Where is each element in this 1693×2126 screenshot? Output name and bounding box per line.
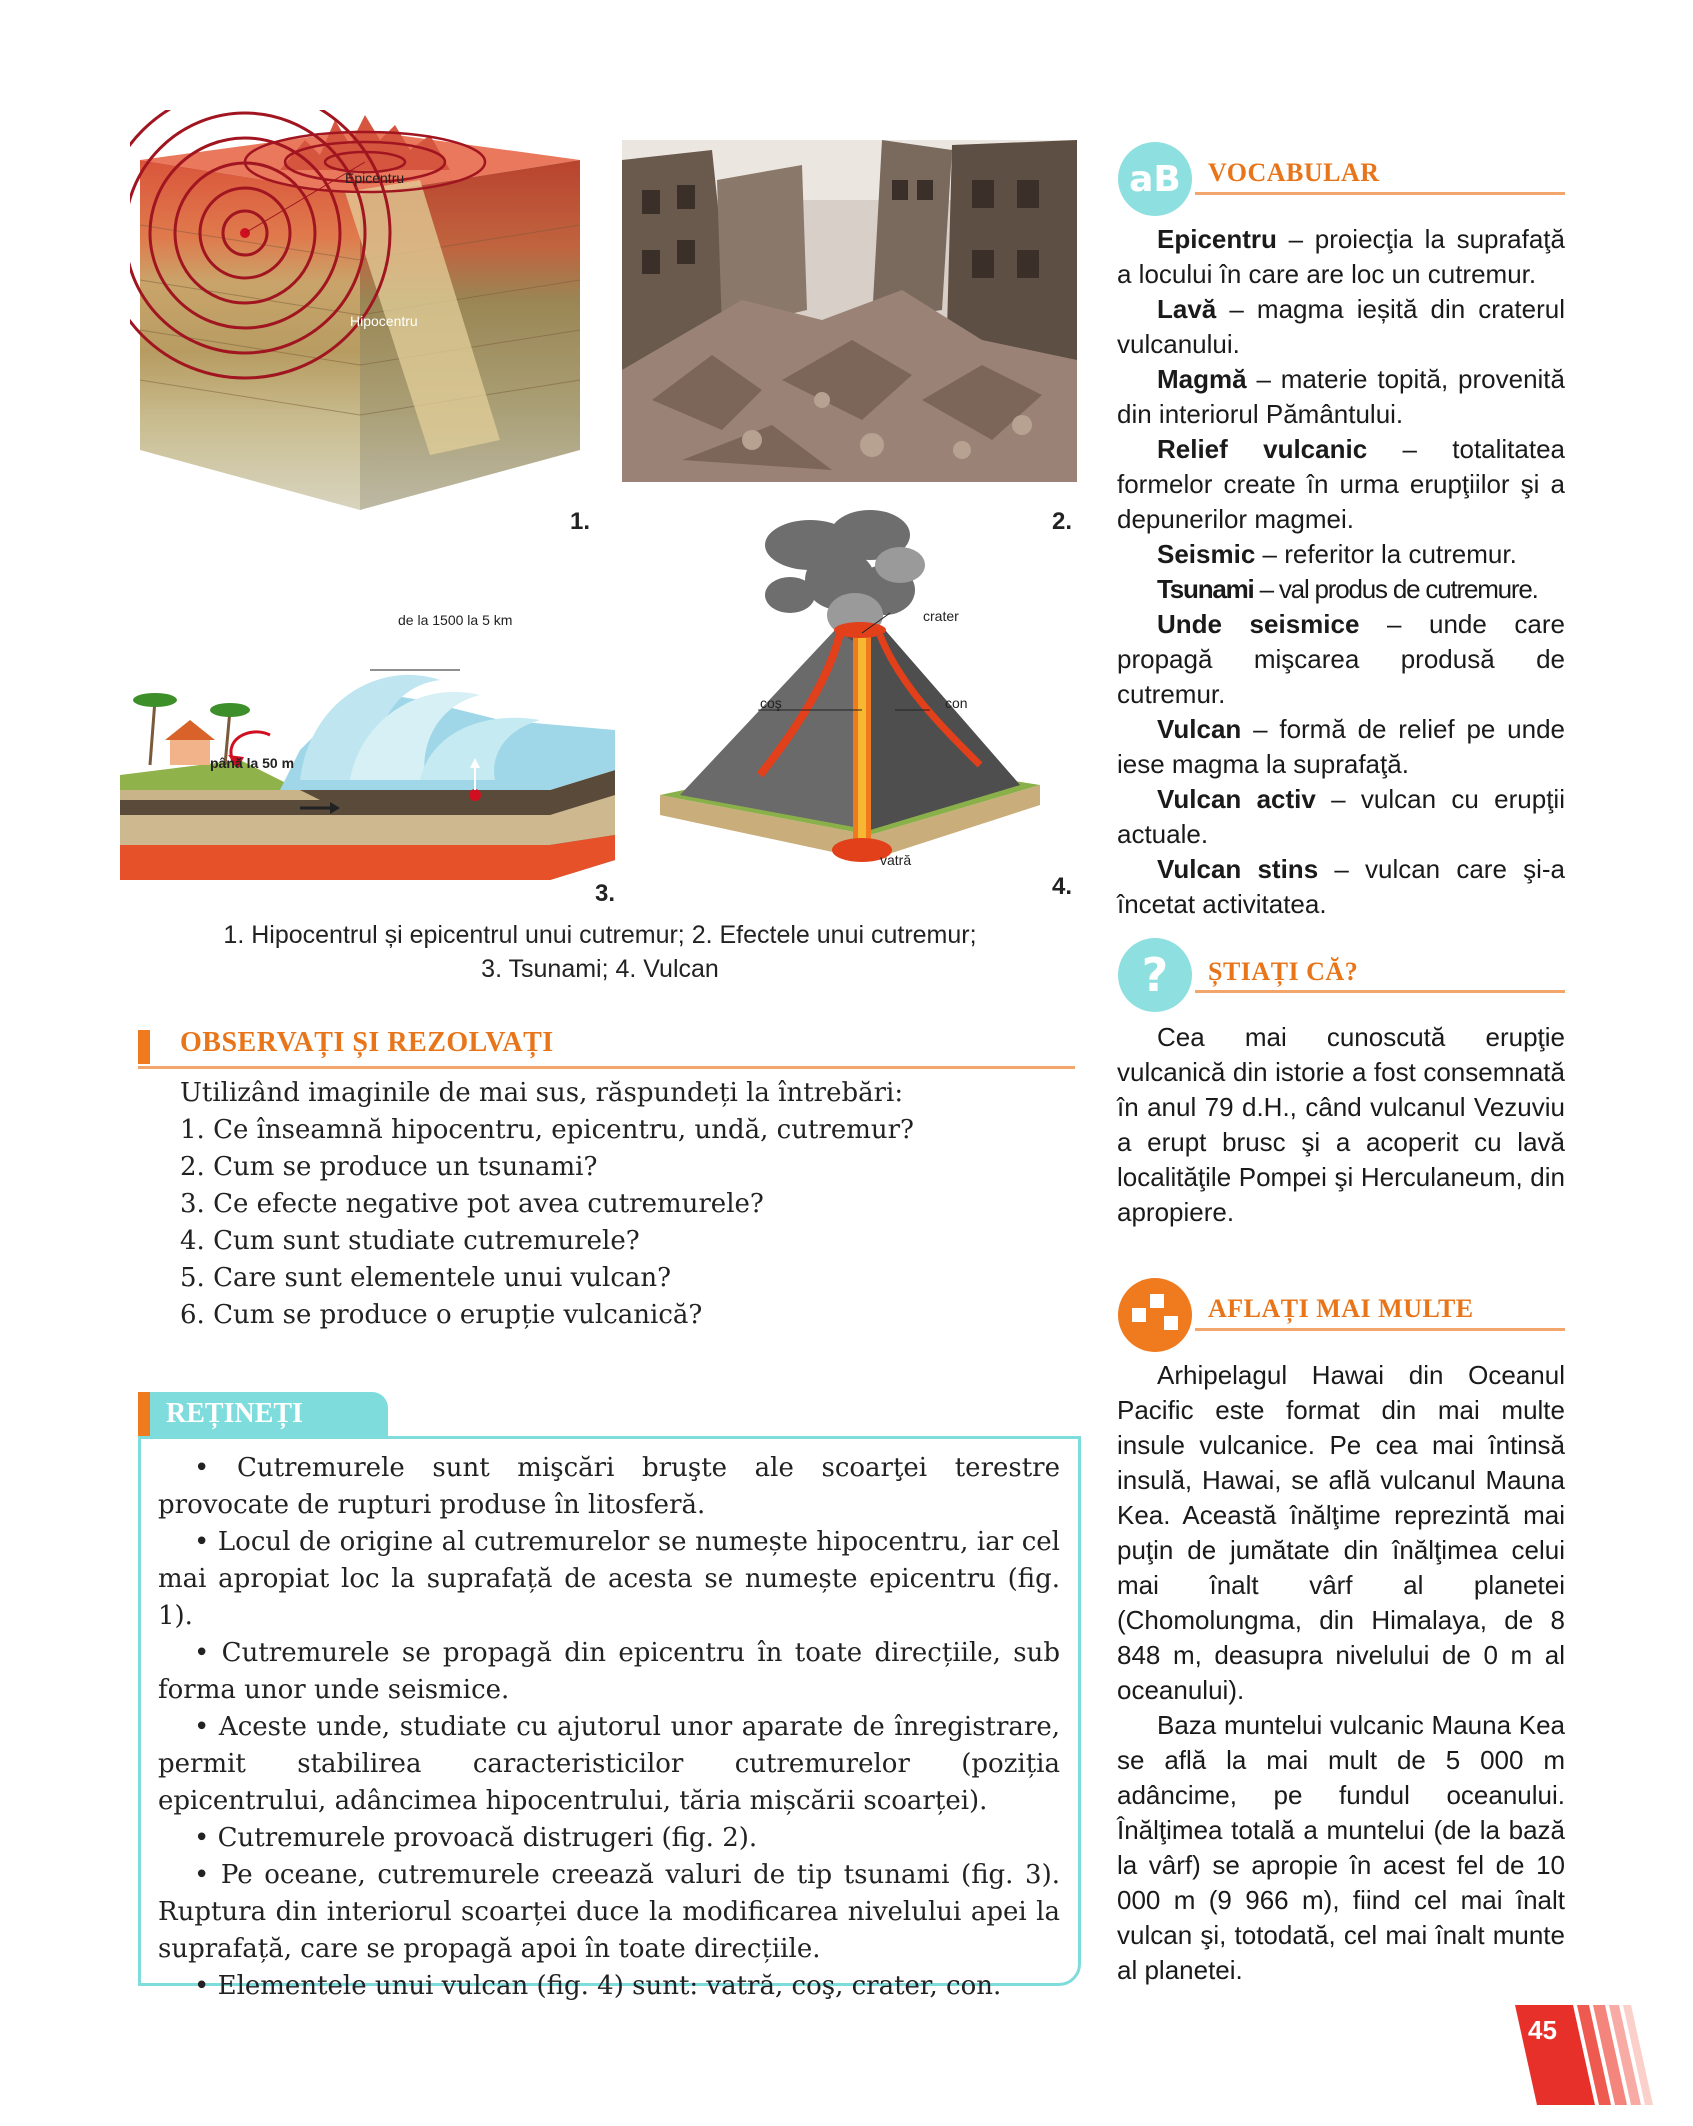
question-6: 6. Cum se produce o erupție vulcanică? bbox=[180, 1300, 703, 1330]
vocabular-icon bbox=[1118, 142, 1192, 216]
puzzle-icon bbox=[1118, 1278, 1192, 1352]
figure-1-number: 1. bbox=[570, 508, 591, 535]
retineti-paragraph: • Aceste unde, studiate cu ajutorul unor aparate de înregistrare, permit stabilirea caracteristicilor cutremurelor (poziția epicentrului, adâncimea hipocentrului, tăria mișcării scoarței). bbox=[158, 1712, 1060, 1816]
vocabular-entry: Vulcan stins – vulcan care şi-a încetat activitatea. bbox=[1117, 854, 1565, 919]
question-5: 5. Care sunt elementele unui vulcan? bbox=[180, 1263, 672, 1293]
figure-4-number: 4. bbox=[1052, 873, 1073, 900]
question-2: 2. Cum se produce un tsunami? bbox=[180, 1152, 598, 1182]
earthquake-damage-photo bbox=[622, 140, 1077, 482]
observati-marker bbox=[138, 1030, 150, 1064]
observati-title: OBSERVAȚI ȘI REZOLVAȚI bbox=[180, 1027, 554, 1058]
volcano-con-label: con bbox=[945, 695, 968, 711]
retineti-tab bbox=[138, 1392, 388, 1438]
observati-body bbox=[180, 1075, 1070, 1334]
aflati-body bbox=[1117, 1358, 1565, 1988]
stiati-text: Cea mai cunoscută erupţie vulcanică din istorie a fost consemnată în anul 79 d.H., când vulcanul Vezuviu a erupt brusc şi a acoperit cu lavă localităţile Pompei şi Herculaneum, din apropiere. bbox=[1117, 1022, 1565, 1227]
vocabular-entry: Unde seismice – unde care propagă mişcarea produsă de cutremur. bbox=[1117, 609, 1565, 709]
question-1: 1. Ce înseamnă hipocentru, epicentru, undă, cutremur? bbox=[180, 1115, 914, 1145]
retineti-paragraph: • Cutremurele se propagă din epicentru în toate direcțiile, sub forma unor unde seismice. bbox=[158, 1638, 1060, 1705]
volcano-cos-label: coş bbox=[760, 695, 782, 711]
epicentru-label: Epicentru bbox=[345, 170, 405, 186]
question-3: 3. Ce efecte negative pot avea cutremurele? bbox=[180, 1189, 764, 1219]
vocabular-entry: Relief vulcanic – totalitatea formelor create în urma erupţiilor şi a depunerilor magmei. bbox=[1117, 434, 1566, 534]
vocabular-entry: Lavă – magma ieșită din craterul vulcanului. bbox=[1117, 294, 1565, 359]
observati-rule bbox=[138, 1066, 1075, 1069]
figure-caption bbox=[120, 918, 1080, 986]
retineti-paragraph: • Cutremurele sunt mişcări bruşte ale scoarţei terestre provocate de rupturi produse în litosferă. bbox=[158, 1453, 1060, 1520]
question-mark-icon bbox=[1118, 938, 1192, 1012]
vocabular-entry: Seismic – referitor la cutremur. bbox=[1157, 539, 1517, 569]
page-number: 45 bbox=[1528, 2015, 1557, 2045]
retineti-paragraph: • Cutremurele provoacă distrugeri (fig. 2). bbox=[194, 1823, 758, 1853]
figure-3-number: 3. bbox=[595, 880, 616, 907]
vocabular-rule bbox=[1195, 192, 1565, 195]
vocabular-list bbox=[1117, 222, 1565, 922]
vocabular-icon-text: aB bbox=[1129, 158, 1181, 200]
retineti-title: REȚINEȚI bbox=[166, 1398, 303, 1429]
stiati-rule bbox=[1195, 990, 1565, 993]
vocabular-entry: Tsunami – val produs de cutremure. bbox=[1157, 574, 1538, 604]
vocabular-entry: Vulcan activ – vulcan cu erupţii actuale. bbox=[1117, 784, 1565, 849]
stiati-body bbox=[1117, 1020, 1565, 1230]
figure-2-number: 2. bbox=[1052, 508, 1073, 535]
vocabular-title: VOCABULAR bbox=[1208, 158, 1380, 187]
stiati-icon-text: ? bbox=[1141, 948, 1169, 1002]
aflati-paragraph: Arhipelagul Hawai din Oceanul Pacific este format din mai multe insule vulcanice. Pe cea mai întinsă insulă, Hawai, se află vulcanul Mauna Kea. Această înălţime reprezintă mai puţin de jumătate din înălţimea celui mai înalt vârf al planetei (Chomolungma, din Himalaya, de 8 848 m, deasupra nivelului de 0 m al oceanului). bbox=[1117, 1360, 1565, 1705]
retineti-tab-marker bbox=[138, 1392, 150, 1438]
vocabular-entry: Vulcan – formă de relief pe unde iese magma la suprafaţă. bbox=[1117, 714, 1565, 779]
hipocentru-label: Hipocentru bbox=[350, 313, 418, 329]
vocabular-entry: Magmă – materie topită, provenită din interiorul Pământului. bbox=[1117, 364, 1565, 429]
tsunami-wavelength-label: de la 1500 la 5 km bbox=[398, 612, 513, 628]
retineti-paragraph: • Elementele unui vulcan (fig. 4) sunt: vatră, coş, crater, con. bbox=[194, 1971, 1002, 2001]
volcano-figure bbox=[640, 505, 1060, 875]
caption-line-2: 3. Tsunami; 4. Vulcan bbox=[481, 955, 719, 983]
stiati-title: ȘTIAȚI CĂ? bbox=[1208, 957, 1359, 986]
question-4: 4. Cum sunt studiate cutremurele? bbox=[180, 1226, 640, 1256]
tsunami-height-label: până la 50 m bbox=[210, 755, 295, 771]
retineti-body bbox=[158, 1450, 1060, 2005]
retineti-paragraph: • Locul de origine al cutremurelor se numește hipocentru, iar cel mai apropiat loc la suprafață de acesta se numește epicentru (fig. 1). bbox=[158, 1527, 1060, 1631]
observati-intro: Utilizând imaginile de mai sus, răspundeți la întrebări: bbox=[180, 1078, 904, 1108]
retineti-paragraph: • Pe oceane, cutremurele creează valuri de tip tsunami (fig. 3). Ruptura din interiorul scoarței duce la modificarea nivelului apei la suprafață, care se propagă apoi în toate direcțiile. bbox=[158, 1860, 1060, 1964]
volcano-crater-label: crater bbox=[923, 608, 959, 624]
caption-line-1: 1. Hipocentrul și epicentrul unui cutremur; 2. Efectele unui cutremur; bbox=[223, 921, 977, 949]
aflati-rule bbox=[1195, 1328, 1565, 1331]
tsunami-figure bbox=[120, 640, 620, 880]
aflati-paragraph: Baza muntelui vulcanic Mauna Kea se află la mai mult de 5 000 m adâncime, pe fundul oceanului. Înălţimea totală a muntelui (de la bază la vârf) se apropie în acest fel de 10 000 m (9 966 m), fiind cel mai înalt vulcan şi, totodată, cel mai înalt munte al planetei. bbox=[1117, 1710, 1565, 1985]
aflati-title: AFLAȚI MAI MULTE bbox=[1208, 1294, 1474, 1323]
volcano-vatra-label: vatră bbox=[880, 852, 912, 868]
vocabular-entry: Epicentru – proiecţia la suprafaţă a locului în care are loc un cutremur. bbox=[1117, 224, 1565, 289]
